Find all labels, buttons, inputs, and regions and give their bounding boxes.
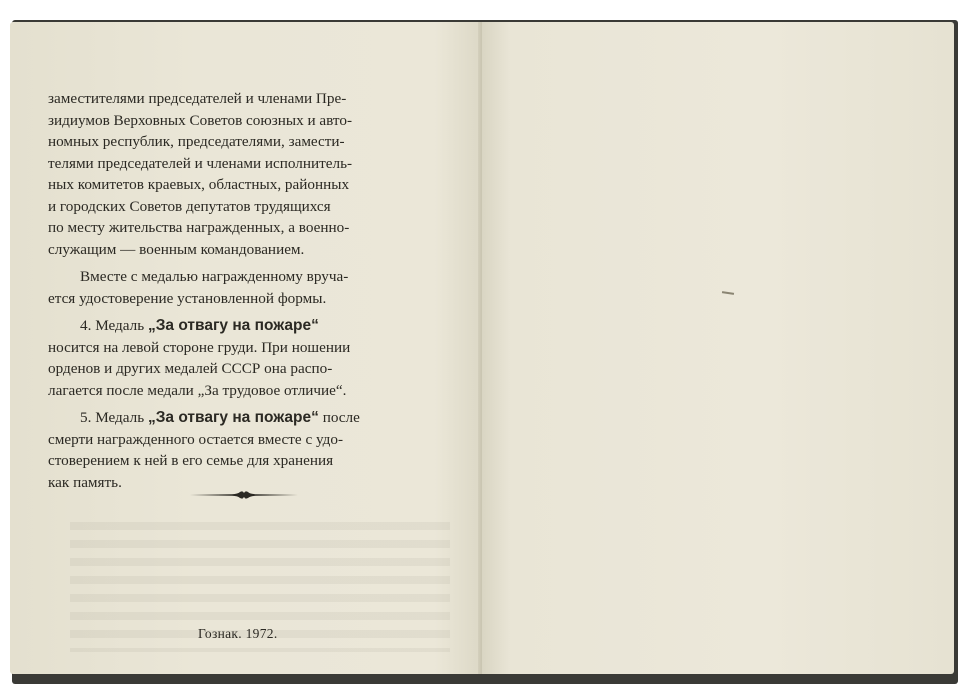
text-line: и городских Советов депутатов трудящихся — [48, 197, 331, 215]
right-page-blank — [482, 22, 954, 674]
text-fragment: после — [318, 409, 360, 426]
ornamental-divider-icon — [188, 488, 300, 502]
text-line: как память. — [48, 473, 122, 491]
text-line: служащим — военным командованием. — [48, 240, 305, 258]
text-line: смерти награжденного остается вместе с удо- — [48, 430, 344, 448]
text-line: носится на левой стороне груди. При ношении — [48, 338, 351, 356]
text-line: телями председателей и членами исполнитель- — [48, 154, 353, 172]
text-line: зидиумов Верховных Советов союзных и авто- — [48, 111, 353, 129]
text-line: заместителями председателей и членами Пре- — [48, 90, 347, 107]
text-line: лагается после медали „За трудовое отличие“. — [48, 381, 347, 399]
text-line: ных комитетов краевых, областных, районных — [48, 176, 350, 193]
text-line: номных республик, председателями, замести- — [48, 133, 345, 150]
text-line: Вместе с медалью награжденному вруча- — [80, 268, 349, 285]
regulation-text — [48, 88, 440, 499]
text-line: ется удостоверение установленной формы. — [48, 289, 327, 307]
medal-name: „За отвагу на пожаре“ — [147, 317, 319, 334]
text-line: по месту жительства награжденных, а военно- — [48, 219, 350, 236]
paragraph-item-5 — [48, 407, 440, 493]
medal-name: „За отвагу на пожаре“ — [147, 409, 319, 426]
publisher-imprint: Гознак. 1972. — [198, 626, 278, 641]
item-number-text: 4. Медаль — [80, 317, 148, 334]
pencil-mark — [722, 291, 734, 295]
text-line: орденов и других медалей СССР она распо- — [48, 360, 333, 377]
text-line: стоверением к ней в его семье для хранения — [48, 452, 334, 469]
paragraph-item-4 — [48, 315, 440, 401]
paragraph-continuation — [48, 88, 440, 260]
item-number-text: 5. Медаль — [80, 409, 148, 426]
paragraph-certificate — [48, 266, 440, 309]
